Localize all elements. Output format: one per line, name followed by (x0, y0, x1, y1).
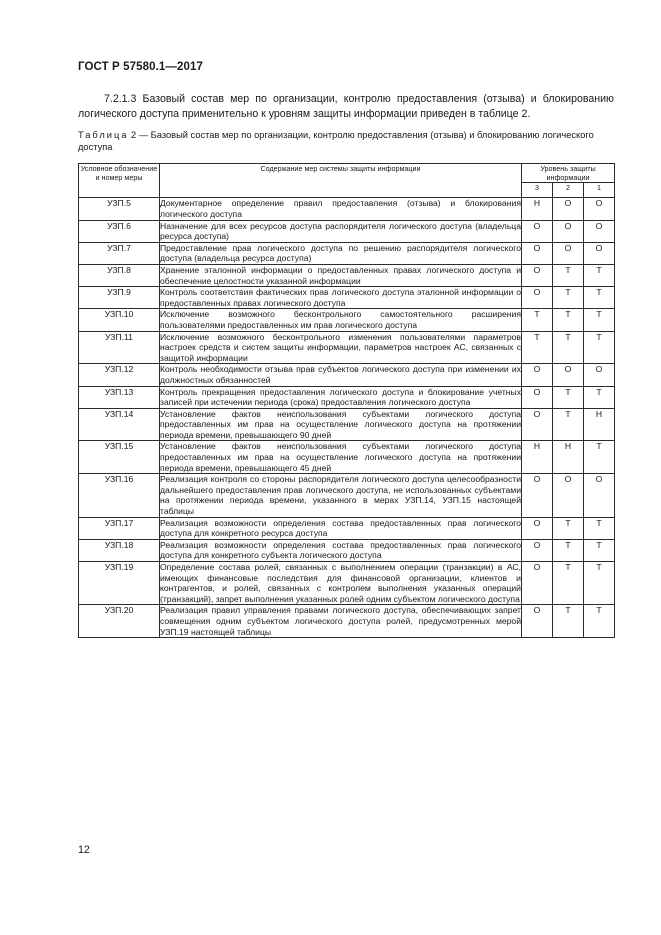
level-2-value: Т (553, 539, 584, 561)
measure-code: УЗП.19 (79, 562, 160, 605)
measure-content: Исключение возможного бесконтрольного изменения пользователями параметров настроек средств и систем защиты информации, параметров настроек АС, связанных с защитой информации (160, 331, 521, 363)
level-1-value: Т (584, 309, 615, 331)
level-1-value: Т (584, 331, 615, 364)
table-row (79, 539, 615, 561)
level-1-value: О (584, 198, 615, 220)
level-1-value: Н (584, 408, 615, 441)
measure-content: Реализация возможности определения состава предоставленных прав логического доступа для конкретного ресурса доступа (160, 517, 521, 539)
level-2-value: О (553, 242, 584, 264)
level-3-value: О (522, 605, 553, 638)
header-code: Условное обозначение и номер меры (79, 164, 160, 198)
level-1-value: Т (584, 539, 615, 561)
measure-content: Хранение эталонной информации о предоставленных правах логического доступа и обеспечение целостности указанной информации (160, 264, 521, 286)
level-3-value: О (522, 364, 553, 386)
level-2-value: Т (553, 386, 584, 408)
measure-content: Установление фактов неиспользования субъектами логического доступа предоставленных им прав на осуществление логического доступа на протяжении периода времени, превышающего 90 дней (160, 408, 521, 440)
measure-code: УЗП.5 (79, 198, 160, 220)
level-3-value: О (522, 408, 553, 441)
header-level-3: 3 (522, 183, 553, 198)
table-row (79, 386, 615, 408)
measure-code: УЗП.12 (79, 364, 160, 386)
measure-content: Установление фактов неиспользования субъектами логического доступа предоставленных им прав на осуществление логического доступа на протяжении периода времени, превышающего 45 дней (160, 441, 521, 473)
level-3-value: О (522, 264, 553, 286)
table-row (79, 264, 615, 286)
table-row (79, 474, 615, 517)
caption-text: 2 — Базовый состав мер по организации, контролю предоставления (отзыва) и блокированию логического доступа (78, 130, 594, 152)
measure-content: Реализация правил управления правами логического доступа, обеспечивающих запрет совмещения одним субъектом логического доступа ролей, предусмотренных мерой УЗП.19 настоящей таблицы (160, 605, 521, 637)
measure-content: Документарное определение правил предоставления (отзыва) и блокирования логического доступа (160, 198, 521, 219)
header-level-1: 1 (584, 183, 615, 198)
measure-code: УЗП.20 (79, 605, 160, 638)
level-3-value: О (522, 287, 553, 309)
table-row (79, 408, 615, 441)
measure-code: УЗП.6 (79, 220, 160, 242)
level-1-value: О (584, 220, 615, 242)
level-3-value: О (522, 474, 553, 517)
level-2-value: О (553, 198, 584, 220)
level-1-value: О (584, 364, 615, 386)
level-2-value: О (553, 364, 584, 386)
level-1-value: Т (584, 562, 615, 605)
table-row (79, 287, 615, 309)
level-3-value: О (522, 386, 553, 408)
measure-code: УЗП.10 (79, 309, 160, 331)
level-2-value: Н (553, 441, 584, 474)
measure-content: Контроль необходимости отзыва прав субъектов логического доступа при изменении их должностных обязанностей (160, 364, 521, 385)
document-id: ГОСТ Р 57580.1—2017 (78, 61, 203, 73)
level-2-value: Т (553, 408, 584, 441)
page-number: 12 (78, 844, 90, 856)
measure-content: Реализация возможности определения состава предоставленных прав логического доступа для конкретного субъекта логического доступа (160, 539, 521, 561)
level-3-value: О (522, 517, 553, 539)
level-2-value: Т (553, 264, 584, 286)
measure-code: УЗП.11 (79, 331, 160, 364)
measure-code: УЗП.9 (79, 287, 160, 309)
level-1-value: О (584, 242, 615, 264)
table-row (79, 441, 615, 474)
level-2-value: Т (553, 517, 584, 539)
level-3-value: Т (522, 309, 553, 331)
table-row (79, 309, 615, 331)
level-2-value: Т (553, 605, 584, 638)
measure-code: УЗП.15 (79, 441, 160, 474)
table-row (79, 562, 615, 605)
measure-content: Реализация контроля со стороны распорядителя логического доступа целесообразности дальнейшего предоставления прав логического доступа, не использованных субъектами на протяжении периода времени, указанного в мерах УЗП.14, УЗП.15 настоящей таблицы (160, 474, 521, 517)
level-3-value: Н (522, 198, 553, 220)
level-2-value: О (553, 474, 584, 517)
intro-paragraph: 7.2.1.3 Базовый состав мер по организации, контролю предоставления (отзыва) и блокированию логического доступа применительно к уровням защиты информации приведен в таблице 2. (78, 93, 614, 120)
measure-content: Контроль соответствия фактических прав логического доступа эталонной информации о предоставленных правах логического доступа (160, 287, 521, 308)
level-3-value: О (522, 562, 553, 605)
level-3-value: О (522, 242, 553, 264)
table-row (79, 242, 615, 264)
level-2-value: Т (553, 309, 584, 331)
measure-content: Предоставление прав логического доступа по решению распорядителя логического доступа (владельца ресурса доступа) (160, 242, 521, 264)
measures-table (78, 163, 615, 638)
table-row (79, 331, 615, 364)
table-row (79, 364, 615, 386)
measure-code: УЗП.7 (79, 242, 160, 264)
measure-content: Контроль прекращения предоставления логического доступа и блокирование учетных записей при истечении периода (срока) предоставления логического доступа (160, 386, 521, 408)
table-caption (78, 129, 616, 153)
measure-code: УЗП.17 (79, 517, 160, 539)
level-3-value: Т (522, 331, 553, 364)
level-3-value: О (522, 220, 553, 242)
measure-content: Назначение для всех ресурсов доступа распорядителя логического доступа (владельца ресурса доступа) (160, 220, 521, 242)
level-1-value: О (584, 474, 615, 517)
level-2-value: Т (553, 562, 584, 605)
level-2-value: О (553, 220, 584, 242)
measure-code: УЗП.16 (79, 474, 160, 517)
header-content: Содержание мер системы защиты информации (160, 164, 522, 198)
header-levels: Уровень защиты информации (522, 164, 615, 183)
measure-code: УЗП.18 (79, 539, 160, 561)
level-1-value: Т (584, 605, 615, 638)
header-level-2: 2 (553, 183, 584, 198)
level-1-value: Т (584, 441, 615, 474)
level-1-value: Т (584, 264, 615, 286)
table-row (79, 198, 615, 220)
level-2-value: Т (553, 331, 584, 364)
level-3-value: О (522, 539, 553, 561)
level-1-value: Т (584, 386, 615, 408)
level-3-value: Н (522, 441, 553, 474)
table-row (79, 220, 615, 242)
measure-code: УЗП.8 (79, 264, 160, 286)
measure-code: УЗП.14 (79, 408, 160, 441)
level-1-value: Т (584, 517, 615, 539)
measure-content: Определение состава ролей, связанных с выполнением операции (транзакции) в АС, имеющих финансовые последствия для финансовой организации, клиентов и контрагентов, и ролей, связанных с контролем выполнения указанных операций (транзакций), запрет выполнения указанных ролей одним субъектом логического доступа (160, 562, 521, 604)
table-row (79, 605, 615, 638)
table-row (79, 517, 615, 539)
level-2-value: Т (553, 287, 584, 309)
level-1-value: Т (584, 287, 615, 309)
measure-content: Исключение возможного бесконтрольного самостоятельного расширения пользователями предоставленных им прав логического доступа (160, 309, 521, 330)
caption-label: Таблица (78, 130, 129, 140)
measure-code: УЗП.13 (79, 386, 160, 408)
